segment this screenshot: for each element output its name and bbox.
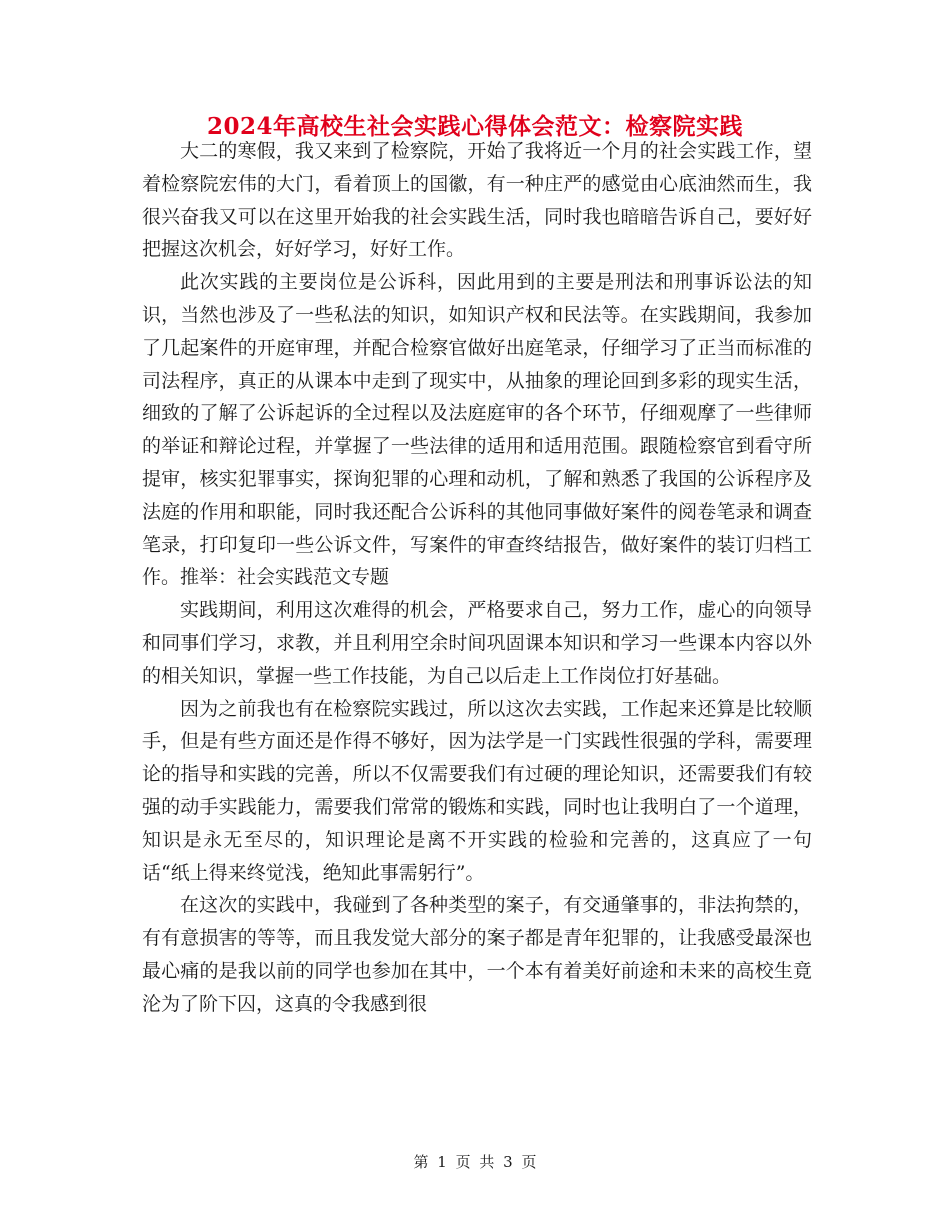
paragraph-2: 此次实践的主要岗位是公诉科，因此用到的主要是刑法和刑事诉讼法的知识，当然也涉及了一些私法的知识，如知识产权和民法等。在实践期间，我参加了几起案件的开庭审理，并配合检察官做好出庭笔录，仔细学习了正当而标准的司法程序，真正的从课本中走到了现实中，从抽象的理论回到多彩的现实生活，细致的了解了公诉起诉的全过程以及法庭庭审的各个环节，仔细观摩了一些律师的举证和辩论过程，并掌握了一些法律的适用和适用范围。跟随检察官到看守所提审，核实犯罪事实，探询犯罪的心理和动机，了解和熟悉了我国的公诉程序及法庭的作用和职能，同时我还配合公诉科的其他同事做好案件的阅卷笔录和调查笔录，打印复印一些公诉文件，写案件的审查终结报告，做好案件的装订归档工作。推举：社会实践范文专题 <box>142 271 812 589</box>
paragraph-4: 因为之前我也有在检察院实践过，所以这次去实践，工作起来还算是比较顺手，但是有些方面还是作得不够好，因为法学是一门实践性很强的学科，需要理论的指导和实践的完善，所以不仅需要我们有过硬的理论知识，还需要我们有较强的动手实践能力，需要我们常常的锻炼和实践，同时也让我明白了一个道理，知识是永无至尽的，知识理论是离不开实践的检验和完善的，这真应了一句话“纸上得来终觉浅，绝知此事需躬行”。 <box>142 697 812 884</box>
document-title: 2024年高校生社会实践心得体会范文：检察院实践 <box>206 113 743 140</box>
paragraph-1: 大二的寒假，我又来到了检察院，开始了我将近一个月的社会实践工作，望着检察院宏伟的大门，看着顶上的国徽，有一种庄严的感觉由心底油然而生，我很兴奋我又可以在这里开始我的社会实践生活，同时我也暗暗告诉自己，要好好把握这次机会，好好学习，好好工作。 <box>142 140 812 261</box>
paragraph-3: 实践期间，利用这次难得的机会，严格要求自己，努力工作，虚心的向领导和同事们学习，求教，并且利用空余时间巩固课本知识和学习一些课本内容以外的相关知识，掌握一些工作技能，为自己以后走上工作岗位打好基础。 <box>142 599 812 687</box>
paragraph-5: 在这次的实践中，我碰到了各种类型的案子，有交通肇事的，非法拘禁的，有有意损害的等等，而且我发觉大部分的案子都是青年犯罪的，让我感受最深也最心痛的是我以前的同学也参加在其中，一个本有着美好前途和未来的高校生竟沦为了阶下囚，这真的令我感到很 <box>142 894 812 1015</box>
document-body <box>142 135 812 1021</box>
page-number-footer: 第 1 页 共 3 页 <box>413 1153 537 1171</box>
